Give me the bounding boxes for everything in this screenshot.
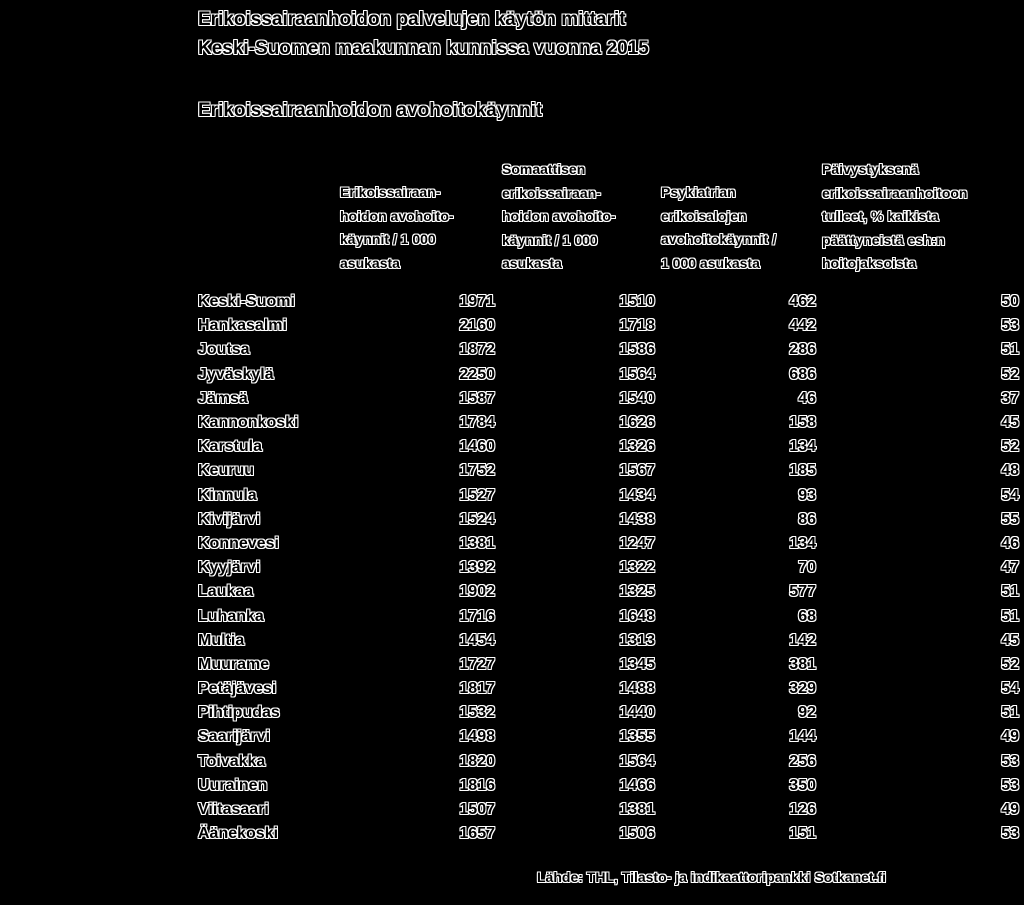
somatic-visits-cell: 1718 <box>619 317 655 335</box>
table-row <box>198 290 1019 314</box>
table-row <box>198 459 1019 483</box>
psychiatric-visits-cell: 93 <box>798 486 816 504</box>
table-row <box>198 484 1019 508</box>
outpatient-visits-cell: 1817 <box>459 680 495 698</box>
municipality-cell: Äänekoski <box>198 825 279 843</box>
outpatient-visits-cell: 1816 <box>459 776 495 794</box>
somatic-visits-cell: 1247 <box>619 534 655 552</box>
page-title: Erikoissairaanhoidon palvelujen käytön mittarit <box>198 9 626 30</box>
emergency-share-cell: 51 <box>1001 607 1019 625</box>
somatic-visits-cell: 1586 <box>619 341 655 359</box>
somatic-visits-cell: 1648 <box>619 607 655 625</box>
table-row <box>198 677 1019 701</box>
outpatient-visits-cell: 1784 <box>459 414 495 432</box>
psychiatric-visits-cell: 144 <box>789 728 816 746</box>
psychiatric-visits-cell: 381 <box>789 655 816 673</box>
emergency-share-cell: 51 <box>1001 583 1019 601</box>
municipality-cell: Viitasaari <box>198 801 269 819</box>
header-line: hoidon avohoito- <box>502 208 616 224</box>
header-line: asukasta <box>340 254 400 271</box>
psychiatric-visits-cell: 46 <box>798 389 816 407</box>
header-line: käynnit / 1 000 <box>502 231 598 248</box>
somatic-visits-cell: 1506 <box>619 825 655 843</box>
column-header-outpatient-visits <box>340 181 454 275</box>
outpatient-visits-cell: 1727 <box>459 655 495 673</box>
table-row <box>198 508 1019 532</box>
outpatient-visits-cell: 1872 <box>459 341 495 359</box>
table-row <box>198 338 1019 362</box>
psychiatric-visits-cell: 185 <box>789 462 816 480</box>
emergency-share-cell: 50 <box>1001 293 1019 311</box>
outpatient-visits-cell: 1498 <box>459 728 495 746</box>
psychiatric-visits-cell: 92 <box>798 704 816 722</box>
header-line: erikoissairaanhoitoon <box>822 184 968 201</box>
psychiatric-visits-cell: 442 <box>789 317 816 335</box>
table-row <box>198 532 1019 556</box>
table-body <box>198 290 1019 846</box>
municipality-cell: Uurainen <box>198 776 268 794</box>
outpatient-visits-cell: 1587 <box>459 389 495 407</box>
data-table <box>198 290 1019 846</box>
emergency-share-cell: 47 <box>1001 559 1019 577</box>
emergency-share-cell: 46 <box>1001 534 1019 552</box>
somatic-visits-cell: 1381 <box>619 801 655 819</box>
header-line: avohoitokäynnit / <box>661 231 777 247</box>
municipality-cell: Saarijärvi <box>198 728 271 746</box>
emergency-share-cell: 52 <box>1001 655 1019 673</box>
somatic-visits-cell: 1488 <box>619 680 655 698</box>
table-row <box>198 604 1019 628</box>
table-row <box>198 580 1019 604</box>
outpatient-visits-cell: 1460 <box>459 438 495 456</box>
municipality-cell: Kivijärvi <box>198 510 261 528</box>
municipality-cell: Luhanka <box>198 607 264 625</box>
somatic-visits-cell: 1322 <box>619 559 655 577</box>
emergency-share-cell: 53 <box>1001 317 1019 335</box>
psychiatric-visits-cell: 134 <box>789 438 816 456</box>
column-header-somatic-visits <box>502 158 616 276</box>
emergency-share-cell: 45 <box>1001 631 1019 649</box>
outpatient-visits-cell: 1971 <box>459 293 495 311</box>
psychiatric-visits-cell: 151 <box>789 825 816 843</box>
outpatient-visits-cell: 1381 <box>459 534 495 552</box>
table-row <box>198 411 1019 435</box>
psychiatric-visits-cell: 126 <box>789 801 816 819</box>
somatic-visits-cell: 1326 <box>619 438 655 456</box>
header-line: Psykiatrian <box>661 184 736 200</box>
source-note: Lähde: THL, Tilasto- ja indikaattoripankki Sotkanet.fi <box>537 869 887 885</box>
column-header-psychiatric-visits <box>661 181 776 275</box>
table-row <box>198 798 1019 822</box>
header-line: hoidon avohoito- <box>340 207 454 224</box>
outpatient-visits-cell: 1527 <box>459 486 495 504</box>
table-row <box>198 387 1019 411</box>
header-line: hoitojaksoista <box>822 255 917 271</box>
emergency-share-cell: 53 <box>1001 752 1019 770</box>
municipality-cell: Joutsa <box>198 341 250 359</box>
somatic-visits-cell: 1564 <box>619 365 655 383</box>
municipality-cell: Kinnula <box>198 486 257 504</box>
section-title: Erikoissairaanhoidon avohoitokäynnit <box>198 100 543 121</box>
outpatient-visits-cell: 1532 <box>459 704 495 722</box>
outpatient-visits-cell: 2160 <box>459 317 495 335</box>
outpatient-visits-cell: 1820 <box>459 752 495 770</box>
municipality-cell: Jämsä <box>198 389 248 407</box>
outpatient-visits-cell: 1454 <box>459 631 495 649</box>
emergency-share-cell: 48 <box>1001 462 1019 480</box>
header-line: Somaattisen <box>502 161 586 177</box>
column-header-emergency-share <box>822 158 967 276</box>
table-row <box>198 629 1019 653</box>
table-row <box>198 435 1019 459</box>
psychiatric-visits-cell: 577 <box>789 583 816 601</box>
table-row <box>198 314 1019 338</box>
somatic-visits-cell: 1567 <box>619 462 655 480</box>
somatic-visits-cell: 1438 <box>619 510 655 528</box>
municipality-cell: Petäjävesi <box>198 680 277 698</box>
table-row <box>198 725 1019 749</box>
municipality-cell: Muurame <box>198 655 270 673</box>
emergency-share-cell: 54 <box>1001 486 1019 504</box>
municipality-cell: Kyyjärvi <box>198 559 261 577</box>
somatic-visits-cell: 1434 <box>619 486 655 504</box>
emergency-share-cell: 49 <box>1001 728 1019 746</box>
emergency-share-cell: 53 <box>1001 825 1019 843</box>
header-line: 1 000 asukasta <box>661 254 760 271</box>
emergency-share-cell: 45 <box>1001 414 1019 432</box>
table-row <box>198 556 1019 580</box>
somatic-visits-cell: 1510 <box>619 293 655 311</box>
outpatient-visits-cell: 1752 <box>459 462 495 480</box>
table-row <box>198 822 1019 846</box>
header-line: Erikoissairaan- <box>340 184 441 200</box>
psychiatric-visits-cell: 286 <box>789 341 816 359</box>
psychiatric-visits-cell: 158 <box>789 414 816 432</box>
municipality-cell: Keuruu <box>198 462 254 480</box>
emergency-share-cell: 49 <box>1001 801 1019 819</box>
emergency-share-cell: 55 <box>1001 510 1019 528</box>
somatic-visits-cell: 1626 <box>619 414 655 432</box>
header-line: käynnit / 1 000 <box>340 231 436 247</box>
municipality-cell: Multia <box>198 631 245 649</box>
somatic-visits-cell: 1540 <box>619 389 655 407</box>
outpatient-visits-cell: 1524 <box>459 510 495 528</box>
psychiatric-visits-cell: 350 <box>789 776 816 794</box>
emergency-share-cell: 51 <box>1001 341 1019 359</box>
somatic-visits-cell: 1325 <box>619 583 655 601</box>
psychiatric-visits-cell: 686 <box>789 365 816 383</box>
emergency-share-cell: 52 <box>1001 438 1019 456</box>
municipality-cell: Karstula <box>198 438 263 456</box>
municipality-cell: Hankasalmi <box>198 317 287 335</box>
table-row <box>198 750 1019 774</box>
outpatient-visits-cell: 1507 <box>459 801 495 819</box>
header-line: erikoisalojen <box>661 207 747 224</box>
psychiatric-visits-cell: 70 <box>798 559 816 577</box>
outpatient-visits-cell: 1902 <box>459 583 495 601</box>
header-line: Päivystyksenä <box>822 161 919 177</box>
outpatient-visits-cell: 1716 <box>459 607 495 625</box>
psychiatric-visits-cell: 134 <box>789 534 816 552</box>
psychiatric-visits-cell: 68 <box>798 607 816 625</box>
emergency-share-cell: 51 <box>1001 704 1019 722</box>
page-subtitle: Keski-Suomen maakunnan kunnissa vuonna 2015 <box>198 38 649 59</box>
header-line: erikoissairaan- <box>502 184 601 201</box>
psychiatric-visits-cell: 256 <box>789 752 816 770</box>
somatic-visits-cell: 1564 <box>619 752 655 770</box>
emergency-share-cell: 52 <box>1001 365 1019 383</box>
somatic-visits-cell: 1345 <box>619 655 655 673</box>
municipality-cell: Toivakka <box>198 752 266 770</box>
header-line: päättyneistä esh:n <box>822 231 945 248</box>
outpatient-visits-cell: 1392 <box>459 559 495 577</box>
somatic-visits-cell: 1440 <box>619 704 655 722</box>
table-row <box>198 701 1019 725</box>
table-row <box>198 363 1019 387</box>
municipality-cell: Konnevesi <box>198 534 279 552</box>
psychiatric-visits-cell: 86 <box>798 510 816 528</box>
municipality-cell: Laukaa <box>198 583 254 601</box>
somatic-visits-cell: 1466 <box>619 776 655 794</box>
emergency-share-cell: 54 <box>1001 680 1019 698</box>
table-row <box>198 653 1019 677</box>
outpatient-visits-cell: 2250 <box>459 365 495 383</box>
municipality-cell: Jyväskylä <box>198 365 274 383</box>
psychiatric-visits-cell: 329 <box>789 680 816 698</box>
municipality-cell: Kannonkoski <box>198 414 299 432</box>
psychiatric-visits-cell: 462 <box>789 293 816 311</box>
outpatient-visits-cell: 1657 <box>459 825 495 843</box>
emergency-share-cell: 37 <box>1001 389 1019 407</box>
emergency-share-cell: 53 <box>1001 776 1019 794</box>
psychiatric-visits-cell: 142 <box>789 631 816 649</box>
header-line: asukasta <box>502 255 562 271</box>
header-line: tulleet, % kaikista <box>822 208 939 224</box>
somatic-visits-cell: 1313 <box>619 631 655 649</box>
table-row <box>198 774 1019 798</box>
municipality-cell: Keski-Suomi <box>198 293 295 311</box>
municipality-cell: Pihtipudas <box>198 704 280 722</box>
somatic-visits-cell: 1355 <box>619 728 655 746</box>
